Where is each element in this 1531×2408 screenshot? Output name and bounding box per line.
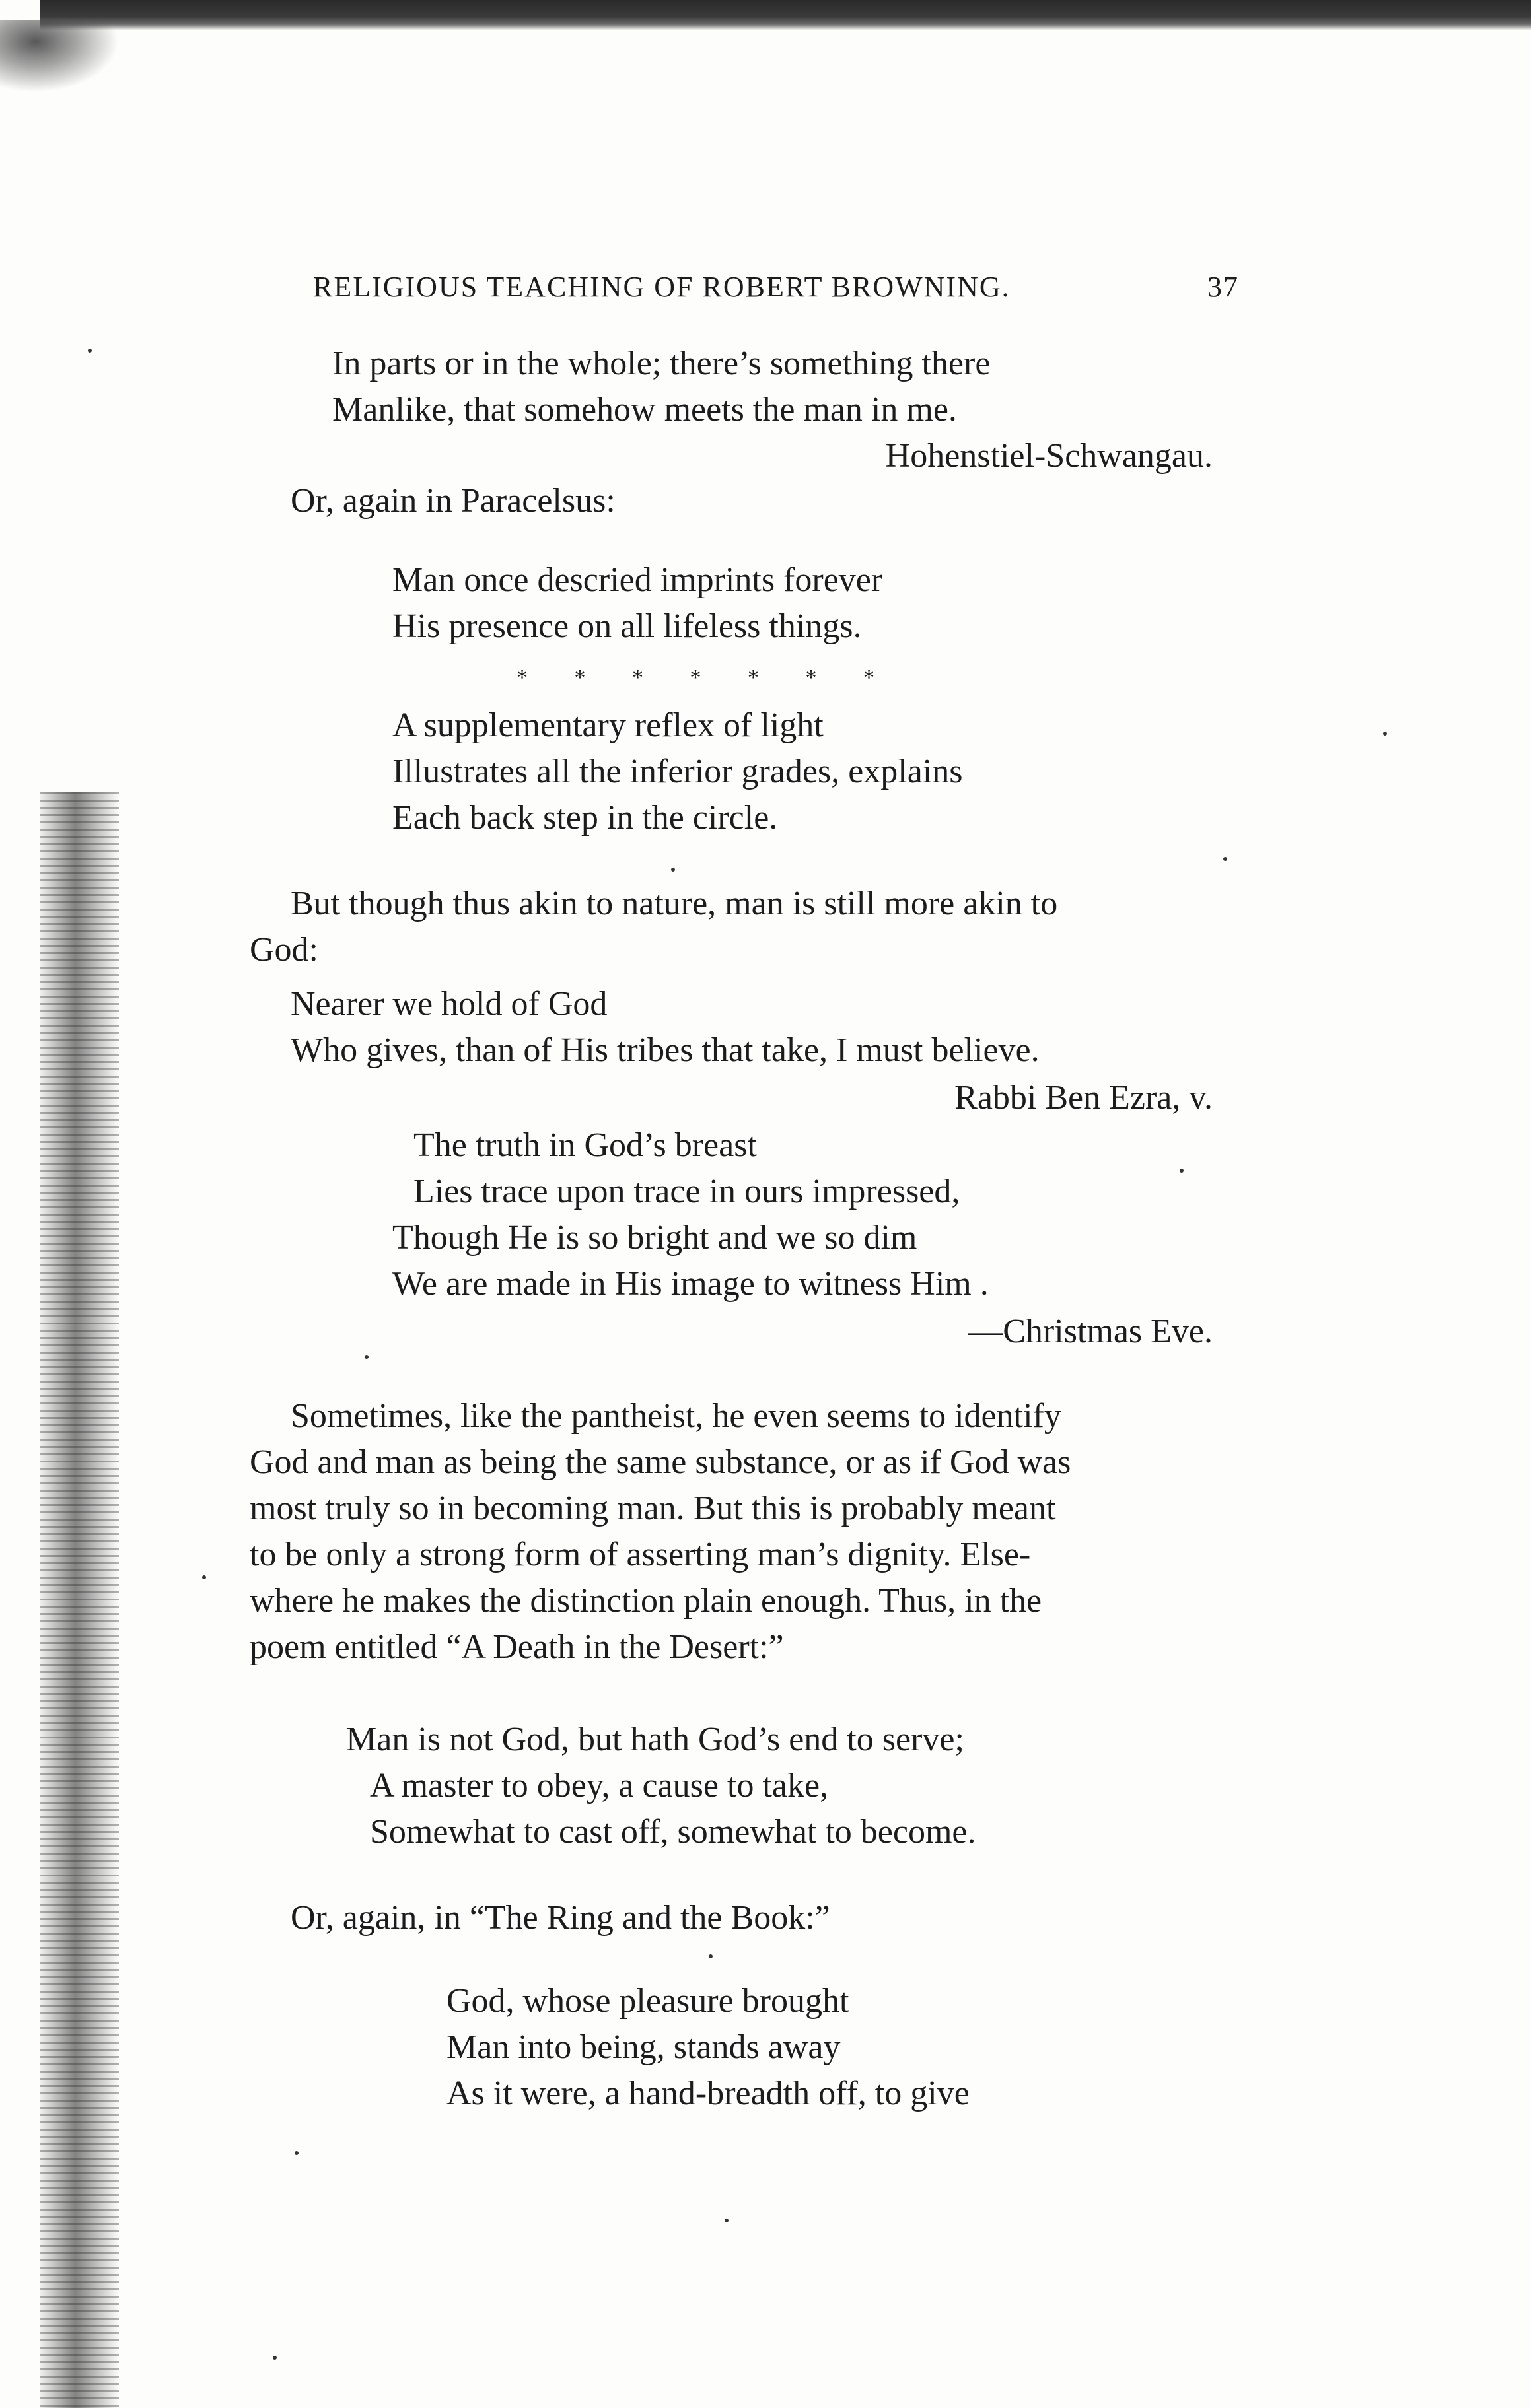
verse-line: Man once descried imprints forever	[392, 561, 883, 599]
running-title: RELIGIOUS TEACHING OF ROBERT BROWNING.	[313, 271, 1011, 303]
verse-line: His presence on all lifeless things.	[392, 607, 862, 645]
verse-line: Man into being, stands away	[446, 2028, 841, 2066]
verse-line: Nearer we hold of God	[291, 985, 608, 1023]
verse-line: Who gives, than of His tribes that take, I must believe.	[291, 1031, 1040, 1069]
verse-line: Each back step in the circle.	[392, 799, 778, 837]
scan-speck	[88, 349, 92, 353]
intro-line: Or, again, in “The Ring and the Book:”	[291, 1899, 830, 1937]
verse-line: Manlike, that somehow meets the man in me.	[332, 391, 957, 429]
scan-speck	[365, 1355, 369, 1359]
scan-speck	[725, 2219, 729, 2222]
scan-speck	[709, 1954, 713, 1958]
verse-separator: * * * * * * *	[516, 666, 874, 690]
paragraph-line: But though thus akin to nature, man is still more akin to	[291, 885, 1058, 922]
page-number: 37	[1207, 271, 1239, 303]
verse-line: A supplementary reflex of light	[392, 706, 824, 744]
paragraph-line: where he makes the distinction plain enough. Thus, in the	[250, 1582, 1042, 1620]
verse-line: As it were, a hand-breadth off, to give	[446, 2075, 970, 2112]
scan-speck	[1223, 857, 1227, 861]
scan-speck	[671, 868, 675, 872]
paragraph-line: most truly so in becoming man. But this is probably meant	[250, 1490, 1056, 1527]
scan-speck	[1383, 732, 1387, 736]
scan-top-edge	[40, 0, 1531, 30]
scan-speck	[202, 1575, 206, 1579]
scan-speck	[295, 2151, 299, 2155]
verse-line: Lies trace upon trace in ours impressed,	[413, 1173, 960, 1210]
verse-line: We are made in His image to witness Him .	[392, 1265, 989, 1303]
verse-line: The truth in God’s breast	[413, 1126, 757, 1164]
quote-source: Hohenstiel-Schwangau.	[885, 437, 1213, 475]
verse-line: Somewhat to cast off, somewhat to become.	[370, 1813, 976, 1851]
verse-line: Illustrates all the inferior grades, explains	[392, 753, 963, 790]
scan-binding-edge	[40, 792, 119, 2408]
paragraph-line: God:	[250, 931, 318, 969]
verse-line: In parts or in the whole; there’s something there	[332, 345, 991, 382]
verse-line: Man is not God, but hath God’s end to serve;	[346, 1721, 964, 1758]
quote-source: —Christmas Eve.	[968, 1313, 1213, 1350]
scan-corner-smudge	[0, 20, 119, 92]
paragraph-line: to be only a strong form of asserting man’s dignity. Else-	[250, 1536, 1031, 1573]
paragraph-line: God and man as being the same substance, or as if God was	[250, 1443, 1071, 1481]
intro-line: Or, again in Paracelsus:	[291, 482, 616, 520]
scan-speck	[1180, 1169, 1184, 1173]
verse-line: Though He is so bright and we so dim	[392, 1219, 917, 1256]
quote-source: Rabbi Ben Ezra, v.	[954, 1079, 1213, 1117]
paragraph-line: poem entitled “A Death in the Desert:”	[250, 1628, 784, 1666]
scan-speck	[273, 2356, 277, 2360]
verse-line: A master to obey, a cause to take,	[370, 1767, 829, 1805]
paragraph-line: Sometimes, like the pantheist, he even seems to identify	[291, 1397, 1061, 1435]
verse-line: God, whose pleasure brought	[446, 1982, 849, 2020]
